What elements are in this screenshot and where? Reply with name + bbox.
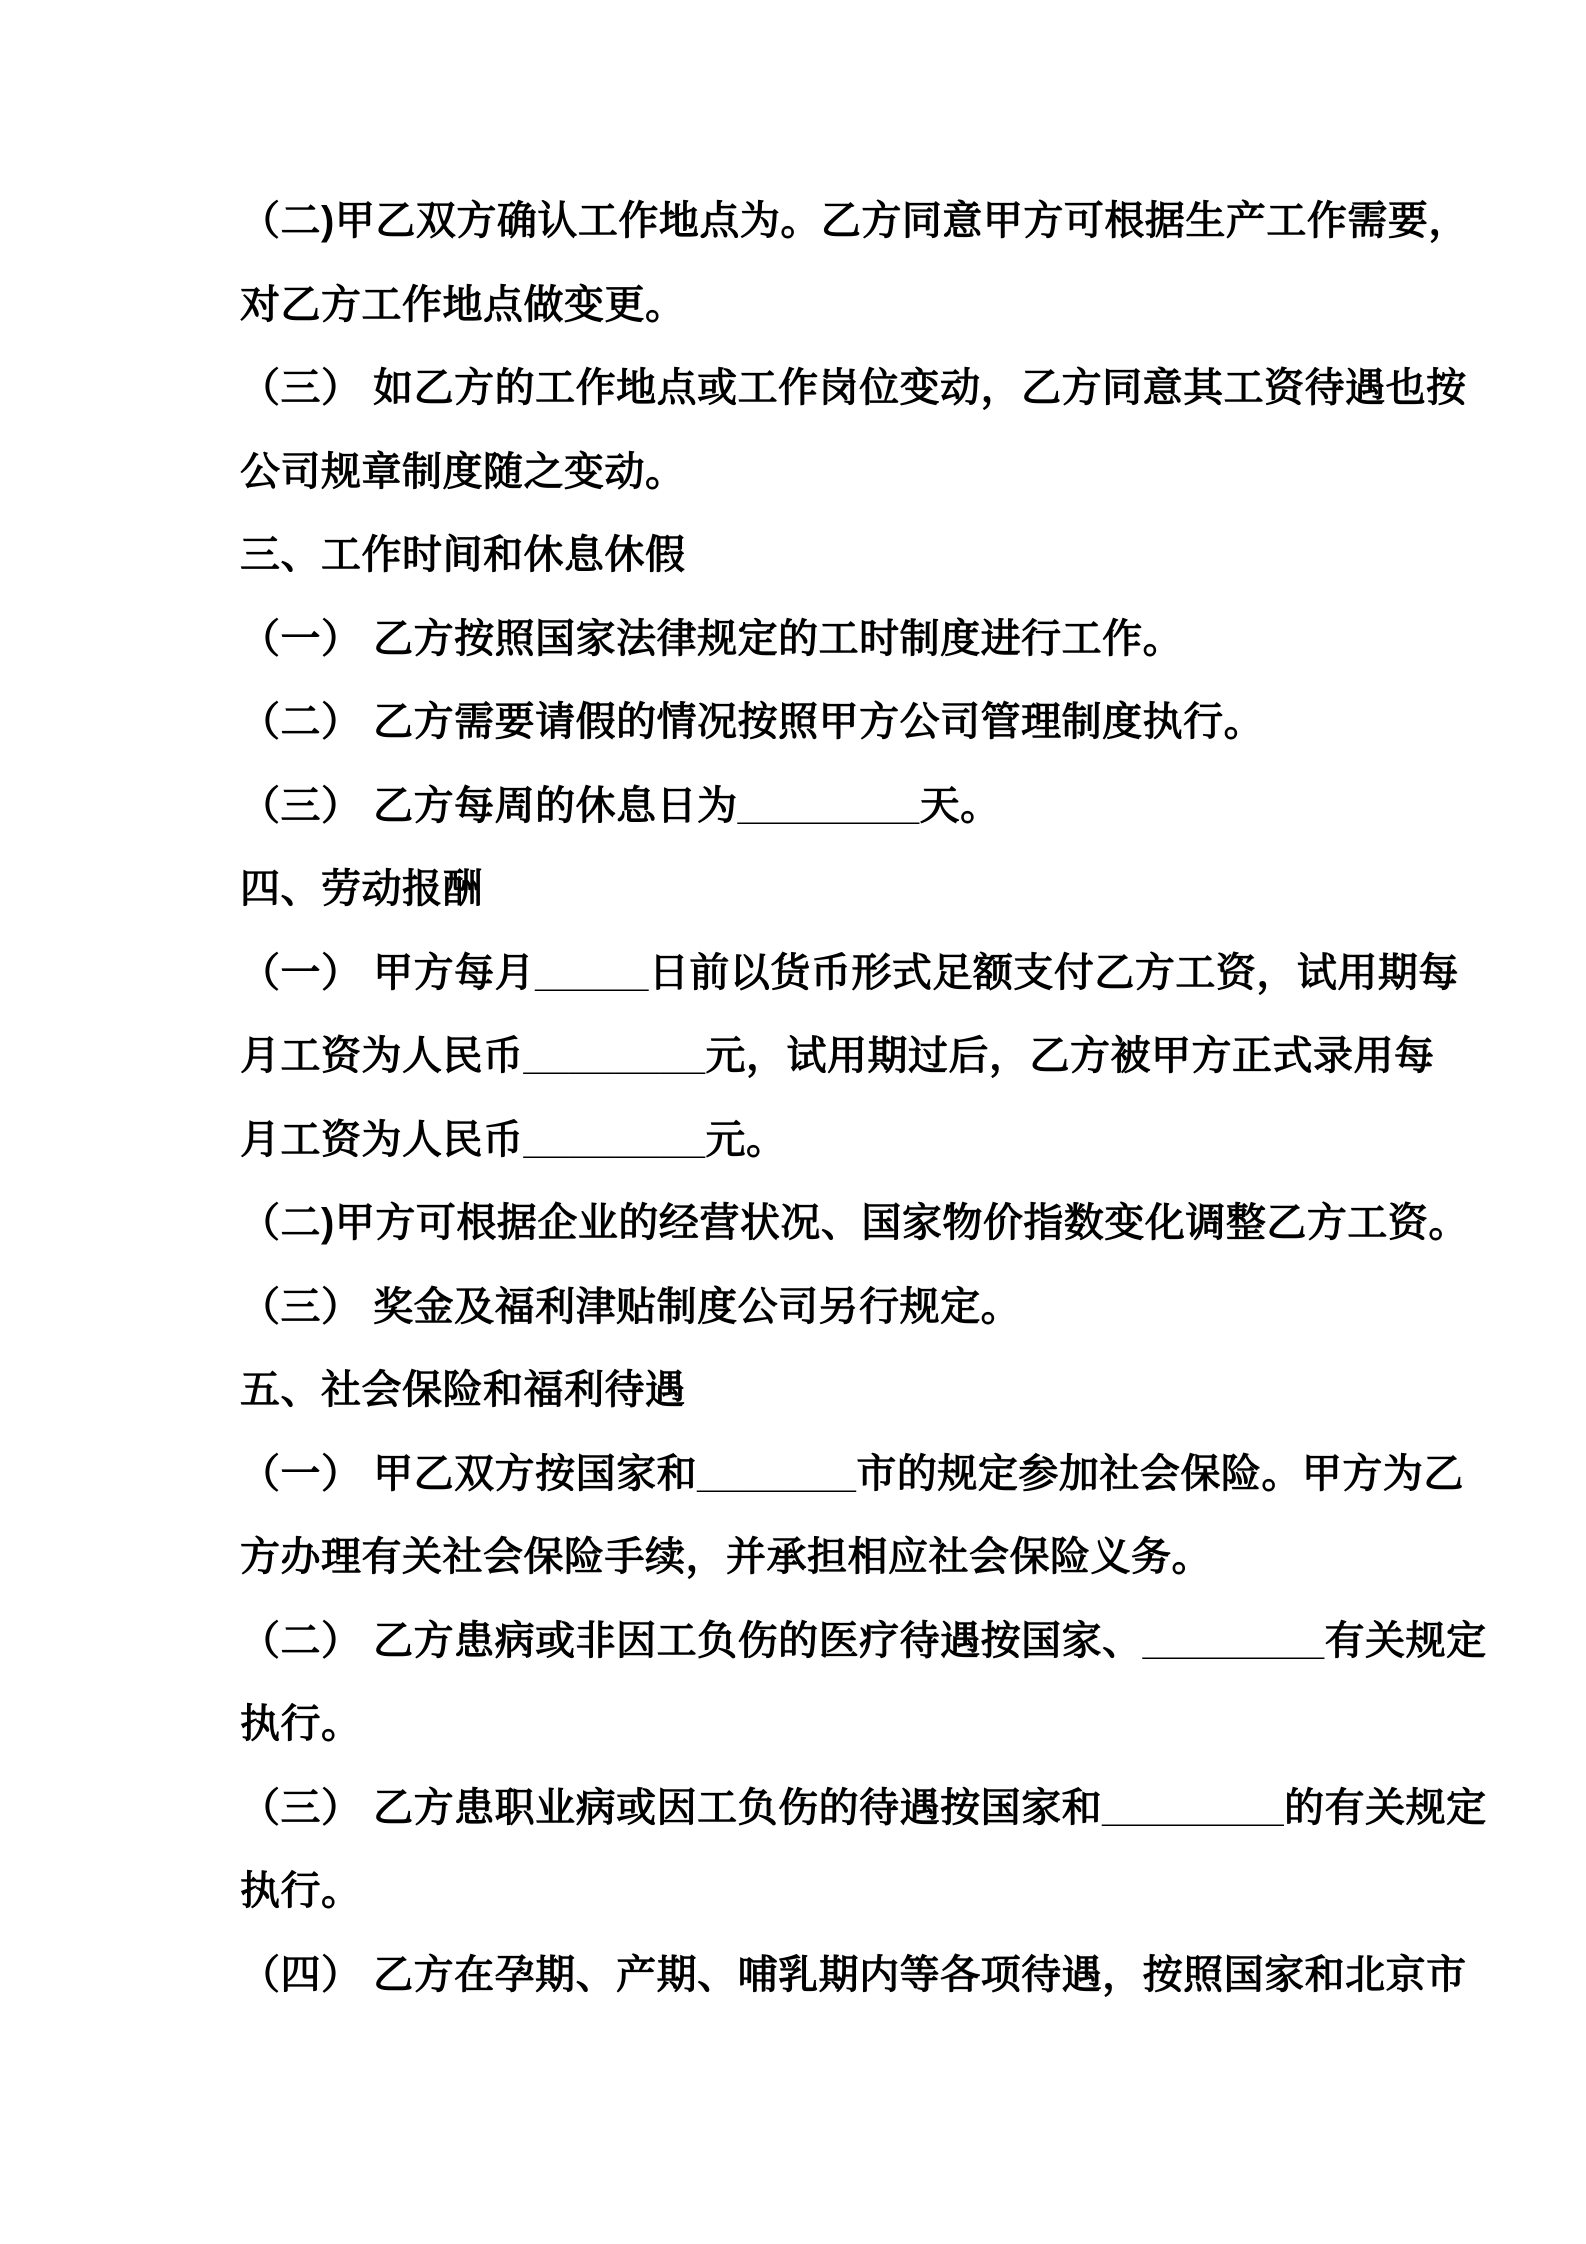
document-line: （三） 如乙方的工作地点或工作岗位变动，乙方同意其工资待遇也按 [240,366,1467,410]
document-line: 对乙方工作地点做变更。 [240,282,686,327]
document-line: （二） 乙方患病或非因工负伤的医疗待遇按国家、________有关规定 [240,1618,1487,1663]
document-line: （一） 乙方按照国家法律规定的工时制度进行工作。 [240,616,1184,661]
document-line: 公司规章制度随之变动。 [240,449,686,494]
document-line: 执行。 [240,1869,362,1913]
section-heading: 五、社会保险和福利待遇 [240,1368,686,1412]
document-line: 月工资为人民币________元，试用期过后，乙方被甲方正式录用每 [240,1034,1435,1078]
document-line: （二） 乙方需要请假的情况按照甲方公司管理制度执行。 [240,700,1265,744]
document-line: （三） 奖金及福利津贴制度公司另行规定。 [240,1284,1022,1329]
section-heading: 四、劳动报酬 [240,867,483,911]
document-line: 执行。 [240,1702,362,1746]
section-heading: 三、工作时间和休息休假 [240,533,686,577]
document-line: （三） 乙方每周的休息日为________天。 [240,783,1001,828]
document-line: 方办理有关社会保险手续，并承担相应社会保险义务。 [240,1535,1212,1579]
document-body [240,180,1486,2017]
document-line: （一） 甲乙双方按国家和_______市的规定参加社会保险。甲方为乙 [240,1451,1464,1496]
document-line: （二)甲乙双方确认工作地点为。乙方同意甲方可根据生产工作需要， [240,199,1469,243]
document-line: （四） 乙方在孕期、产期、哺乳期内等各项待遇，按照国家和北京市 [240,1952,1467,1997]
document-line: 月工资为人民币________元。 [240,1117,787,1162]
document-line: （二)甲方可根据企业的经营状况、国家物价指数变化调整乙方工资。 [240,1201,1469,1245]
document-line: （一） 甲方每月_____日前以货币形式足额支付乙方工资，试用期每 [240,950,1459,995]
document-line: （三） 乙方患职业病或因工负伤的待遇按国家和________的有关规定 [240,1785,1487,1830]
